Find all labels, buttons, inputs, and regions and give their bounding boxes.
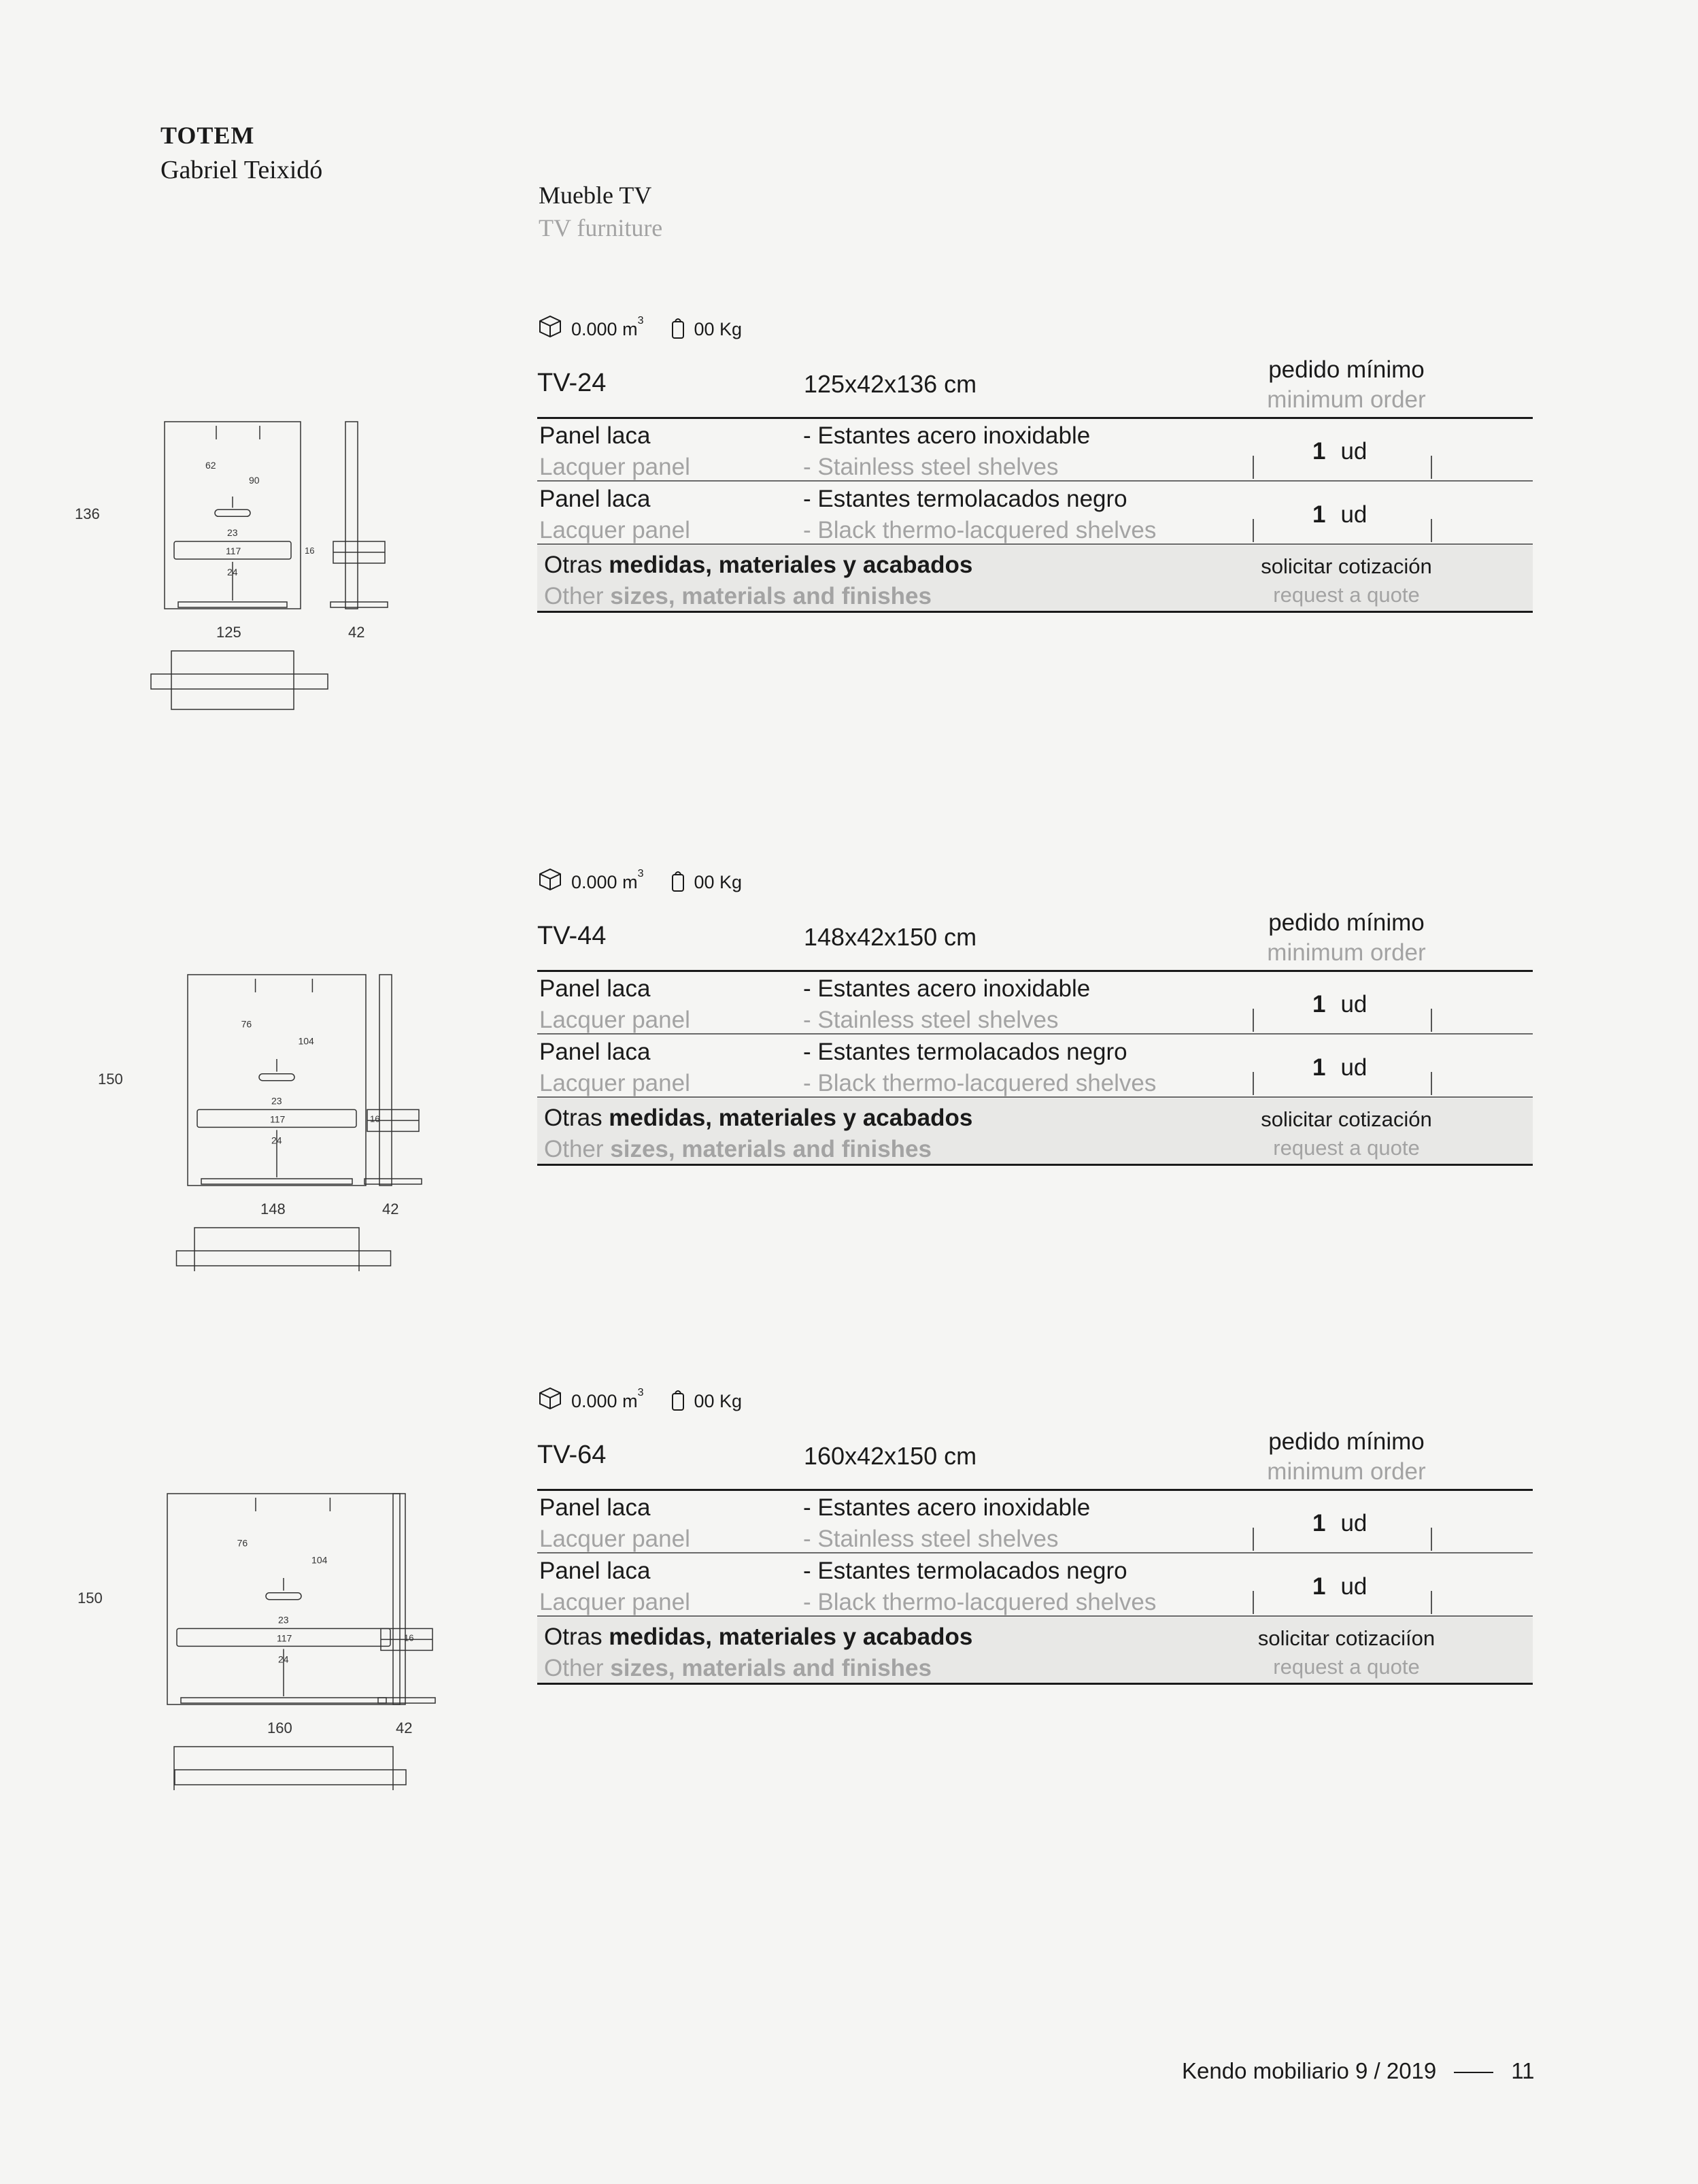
qty-bracket-right — [1431, 456, 1432, 479]
dim-d5: 24 — [271, 1135, 282, 1146]
dim-d3: 23 — [278, 1614, 289, 1626]
qty-bracket-right — [1431, 1009, 1432, 1032]
front-base — [178, 602, 287, 607]
qty-bracket-left — [1253, 1528, 1254, 1551]
row-divider — [537, 1096, 1533, 1098]
dim-d1: 62 — [205, 459, 216, 471]
volume-value: 0.000 $m^3$ — [571, 315, 644, 339]
shelves-en: - Black thermo-lacquered shelves — [803, 517, 1157, 543]
dim-d1: 76 — [241, 1018, 252, 1030]
option-material — [539, 1556, 690, 1618]
front-handle — [215, 509, 250, 516]
minimum-order-header — [1258, 908, 1435, 968]
quantity: 1 ud — [1312, 438, 1368, 465]
request-quote-link[interactable] — [1217, 1624, 1476, 1681]
dim-d4: 117 — [277, 1632, 292, 1644]
option-shelves — [803, 1492, 1090, 1555]
material-en: Lacquer panel — [539, 1070, 690, 1096]
shelves-en: - Stainless steel shelves — [803, 454, 1059, 480]
side-panel — [345, 422, 358, 609]
quantity: 1 ud — [1312, 991, 1368, 1018]
option-material — [539, 484, 690, 546]
weight-value: 00 Kg — [694, 1391, 743, 1411]
dim-d1: 76 — [237, 1537, 248, 1549]
quote-en: request a quote — [1273, 1136, 1420, 1160]
material-es: Panel laca — [539, 1039, 651, 1065]
row-divider — [537, 480, 1533, 482]
option-row — [537, 972, 1533, 1035]
min-order-es: pedido mínimo — [1268, 356, 1425, 383]
dim-depth: 42 — [348, 624, 365, 641]
material-es: Panel laca — [539, 1558, 651, 1584]
custom-options-row[interactable] — [537, 1098, 1533, 1164]
option-row — [537, 1554, 1533, 1617]
dim-height: 136 — [75, 505, 100, 522]
top-view-shelf — [175, 1770, 406, 1785]
option-row — [537, 1035, 1533, 1098]
top-view-panel — [171, 651, 294, 709]
option-material — [539, 973, 690, 1036]
custom-options-label — [544, 1622, 972, 1684]
box-icon — [537, 1385, 563, 1412]
publication-name: Kendo mobiliario 9 / 2019 — [1182, 2058, 1437, 2083]
option-shelves — [803, 484, 1156, 546]
weight-value: 00 Kg — [694, 319, 743, 339]
side-base — [330, 602, 388, 607]
shelves-en: - Stainless steel shelves — [803, 1007, 1059, 1033]
option-row — [537, 482, 1533, 545]
qty-bracket-right — [1431, 1072, 1432, 1095]
weight-info — [670, 1388, 742, 1412]
technical-drawing — [98, 965, 524, 1271]
quote-es: solicitar cotización — [1261, 1107, 1432, 1131]
material-es: Panel laca — [539, 422, 651, 449]
custom-options-label — [544, 1103, 972, 1165]
volume-info — [537, 866, 643, 893]
volume-value: 0.000 $m^3$ — [571, 868, 644, 892]
quote-es: solicitar cotización — [1261, 554, 1432, 578]
table-bottom-rule — [537, 1164, 1533, 1166]
front-base — [201, 1179, 352, 1184]
front-handle — [259, 1074, 294, 1081]
custom-options-en: Other sizes, materials and finishes — [544, 1655, 932, 1681]
minimum-order-header — [1258, 1427, 1435, 1487]
dim-d2: 104 — [298, 1035, 314, 1047]
option-shelves — [803, 973, 1090, 1036]
top-view-panel — [194, 1228, 359, 1271]
shelves-en: - Stainless steel shelves — [803, 1526, 1059, 1552]
custom-options-en: Other sizes, materials and finishes — [544, 1136, 932, 1162]
option-shelves — [803, 1037, 1156, 1099]
request-quote-link[interactable] — [1217, 552, 1476, 609]
quantity: 1 ud — [1312, 1573, 1368, 1600]
quantity: 1 ud — [1312, 501, 1368, 528]
weight-icon — [670, 869, 685, 893]
option-row — [537, 419, 1533, 482]
page-footer — [1182, 2058, 1535, 2084]
min-order-es: pedido mínimo — [1268, 1428, 1425, 1455]
option-shelves — [803, 1556, 1156, 1618]
custom-options-en: Other sizes, materials and finishes — [544, 583, 932, 609]
quote-en: request a quote — [1273, 1655, 1420, 1679]
min-order-es: pedido mínimo — [1268, 909, 1425, 936]
technical-drawing — [75, 412, 500, 718]
shelves-es: - Estantes acero inoxidable — [803, 1494, 1091, 1521]
shelves-en: - Black thermo-lacquered shelves — [803, 1589, 1157, 1615]
option-material — [539, 1492, 690, 1555]
table-bottom-rule — [537, 1683, 1533, 1685]
shelves-es: - Estantes termolacados negro — [803, 1558, 1127, 1584]
weight-icon — [670, 1388, 685, 1412]
quantity: 1 ud — [1312, 1510, 1368, 1536]
top-view-panel — [174, 1747, 393, 1790]
row-divider — [537, 543, 1533, 545]
option-row — [537, 1491, 1533, 1553]
product-dimensions: 148x42x150 cm — [804, 923, 977, 951]
side-base — [364, 1179, 422, 1184]
qty-bracket-left — [1253, 1072, 1254, 1095]
material-es: Panel laca — [539, 975, 651, 1002]
shelves-es: - Estantes termolacados negro — [803, 1039, 1127, 1065]
side-panel — [379, 975, 392, 1186]
quote-en: request a quote — [1273, 583, 1420, 607]
material-en: Lacquer panel — [539, 1007, 690, 1033]
custom-options-row[interactable] — [537, 1617, 1533, 1683]
side-panel — [393, 1494, 405, 1704]
dim-width: 125 — [216, 624, 241, 641]
qty-bracket-right — [1431, 1591, 1432, 1614]
product-dimensions: 125x42x136 cm — [804, 370, 977, 398]
qty-bracket-right — [1431, 519, 1432, 542]
min-order-en: minimum order — [1267, 1458, 1426, 1485]
category-es: Mueble TV — [539, 182, 652, 209]
material-en: Lacquer panel — [539, 1526, 690, 1552]
dim-height: 150 — [98, 1071, 123, 1088]
volume-info — [537, 313, 643, 340]
material-en: Lacquer panel — [539, 454, 690, 480]
custom-options-es: Otras medidas, materiales y acabados — [544, 552, 973, 578]
dim-depth: 42 — [382, 1200, 399, 1217]
product-dimensions: 160x42x150 cm — [804, 1442, 977, 1470]
technical-drawing — [78, 1484, 503, 1790]
option-material — [539, 1037, 690, 1099]
row-divider — [537, 1615, 1533, 1617]
product-code: TV-64 — [537, 1441, 607, 1469]
qty-bracket-right — [1431, 1528, 1432, 1551]
dim-d4: 117 — [270, 1113, 286, 1125]
dim-d5: 24 — [227, 567, 238, 577]
page-number: 11 — [1511, 2058, 1535, 2083]
qty-bracket-left — [1253, 456, 1254, 479]
weight-info — [670, 316, 742, 340]
product-meta — [537, 866, 769, 893]
option-shelves — [803, 420, 1090, 483]
dim-width: 148 — [260, 1200, 286, 1217]
option-material — [539, 420, 690, 483]
dim-d6: 16 — [404, 1632, 414, 1643]
dim-d5: 24 — [278, 1653, 289, 1665]
min-order-en: minimum order — [1267, 939, 1426, 966]
qty-bracket-left — [1253, 519, 1254, 542]
top-view-shelf — [151, 674, 328, 689]
box-icon — [537, 866, 563, 893]
material-en: Lacquer panel — [539, 1589, 690, 1615]
material-es: Panel laca — [539, 1494, 651, 1521]
min-order-en: minimum order — [1267, 386, 1426, 413]
quote-es: solicitar cotizaciíon — [1257, 1626, 1436, 1650]
designer-name: Gabriel Teixidó — [160, 156, 323, 184]
custom-options-es: Otras medidas, materiales y acabados — [544, 1105, 973, 1131]
table-bottom-rule — [537, 611, 1533, 613]
shelves-es: - Estantes acero inoxidable — [803, 975, 1091, 1002]
box-icon — [537, 313, 563, 340]
row-divider — [537, 1033, 1533, 1035]
front-handle — [266, 1593, 301, 1600]
qty-bracket-left — [1253, 1591, 1254, 1614]
dim-d6: 16 — [305, 545, 315, 556]
dim-d3: 23 — [227, 527, 238, 538]
product-meta — [537, 1385, 769, 1412]
custom-options-label — [544, 550, 972, 612]
category-en: TV furniture — [539, 214, 663, 241]
row-divider — [537, 1552, 1533, 1553]
dim-d2: 104 — [311, 1554, 328, 1566]
dim-d3: 23 — [271, 1095, 282, 1107]
shelves-es: - Estantes acero inoxidable — [803, 422, 1091, 449]
footer-divider — [1454, 2072, 1493, 2073]
brand-name: TOTEM — [160, 122, 255, 149]
volume-info — [537, 1385, 643, 1412]
qty-bracket-left — [1253, 1009, 1254, 1032]
dim-depth: 42 — [396, 1719, 413, 1736]
dim-d4: 117 — [226, 545, 241, 556]
dim-d2: 90 — [249, 474, 260, 486]
minimum-order-header — [1258, 355, 1435, 415]
shelves-es: - Estantes termolacados negro — [803, 486, 1127, 512]
front-base — [181, 1698, 386, 1703]
product-code: TV-44 — [537, 922, 607, 950]
volume-value: 0.000 $m^3$ — [571, 1387, 644, 1411]
weight-icon — [670, 316, 685, 340]
shelves-en: - Black thermo-lacquered shelves — [803, 1070, 1157, 1096]
dim-height: 150 — [78, 1590, 103, 1607]
dim-width: 160 — [267, 1719, 292, 1736]
custom-options-es: Otras medidas, materiales y acabados — [544, 1624, 973, 1650]
weight-value: 00 Kg — [694, 872, 743, 892]
dim-d6: 16 — [370, 1113, 380, 1124]
product-meta — [537, 313, 769, 340]
custom-options-row[interactable] — [537, 545, 1533, 611]
weight-info — [670, 869, 742, 893]
product-code: TV-24 — [537, 369, 607, 397]
material-es: Panel laca — [539, 486, 651, 512]
request-quote-link[interactable] — [1217, 1105, 1476, 1162]
material-en: Lacquer panel — [539, 517, 690, 543]
quantity: 1 ud — [1312, 1054, 1368, 1081]
